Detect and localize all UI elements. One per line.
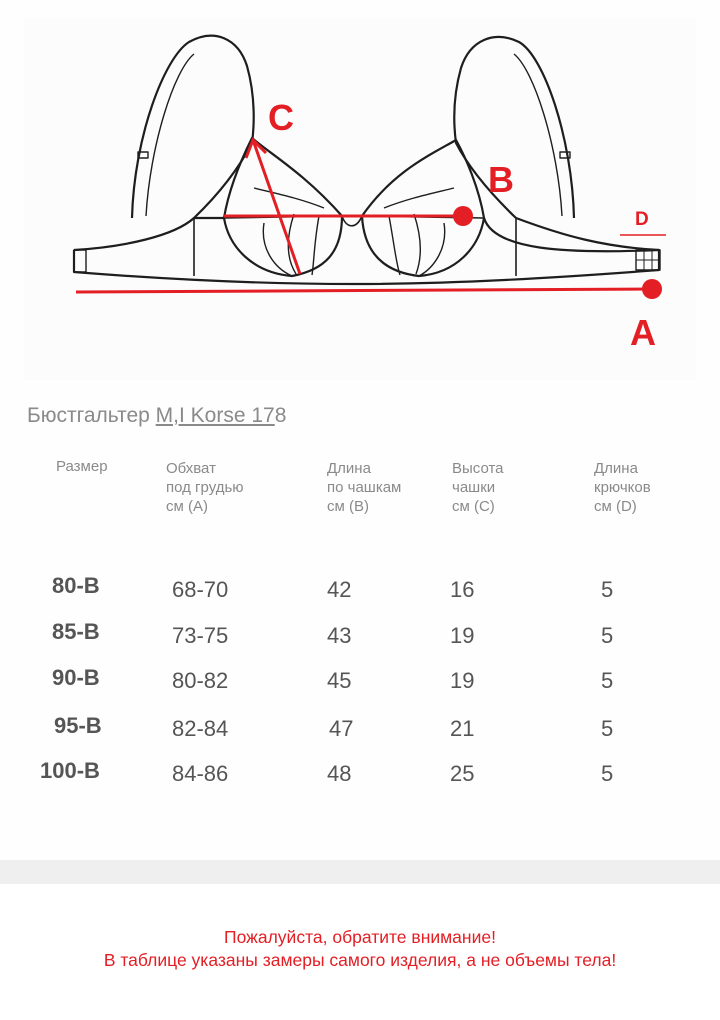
row-1-underbust: 68-70 <box>172 577 229 602</box>
row-1-cups-length: 42 <box>327 577 352 602</box>
measure-c-line <box>253 140 300 274</box>
row-3-hooks-length: 5 <box>601 668 614 693</box>
row-3-cup-height: 19 <box>450 668 475 693</box>
header-size: Размер <box>56 458 108 475</box>
notice-line-2: В таблице указаны замеры самого изделия, а не объемы тела! <box>103 950 617 970</box>
row-2-cup-height: 19 <box>450 623 475 648</box>
product-title-link[interactable]: M,I Korse 17 <box>155 404 275 427</box>
row-1-hooks-length: 5 <box>601 577 614 602</box>
notice-line-1: Пожалуйста, обратите внимание! <box>224 927 496 947</box>
section-divider <box>0 860 720 884</box>
label-a: A <box>630 312 656 353</box>
product-title-suffix: 8 <box>274 404 287 427</box>
row-2-cups-length: 43 <box>327 623 352 648</box>
bra-diagram-svg <box>24 18 696 380</box>
row-4-cups-length: 47 <box>329 716 354 741</box>
label-c: C <box>268 97 294 138</box>
row-2-underbust: 73-75 <box>172 623 229 648</box>
row-5-size: 100-В <box>40 758 100 783</box>
header-cup-height: Высота чашки см (С) <box>452 460 504 515</box>
measure-a-dot <box>642 279 662 299</box>
measure-a-line <box>76 289 652 292</box>
label-d: D <box>635 209 649 230</box>
row-4-underbust: 82-84 <box>172 716 229 741</box>
bra-outline <box>74 36 660 284</box>
row-2-size: 85-В <box>52 619 100 644</box>
row-1-cup-height: 16 <box>450 577 475 602</box>
row-1-size: 80-В <box>52 573 100 598</box>
product-title-prefix: Бюстгальтер <box>27 404 156 427</box>
row-4-hooks-length: 5 <box>601 716 614 741</box>
row-2-hooks-length: 5 <box>601 623 614 648</box>
row-5-cups-length: 48 <box>327 761 352 786</box>
header-underbust: Обхват под грудью см (А) <box>166 460 244 515</box>
row-5-underbust: 84-86 <box>172 761 229 786</box>
row-4-cup-height: 21 <box>450 716 475 741</box>
row-4-size: 95-В <box>54 713 102 738</box>
measurement-notice <box>0 926 720 972</box>
row-3-size: 90-В <box>52 665 100 690</box>
label-b: B <box>488 159 514 200</box>
bra-measurement-diagram <box>24 18 696 380</box>
header-hooks-length: Длина крючков см (D) <box>594 460 651 515</box>
row-5-cup-height: 25 <box>450 761 475 786</box>
row-3-underbust: 80-82 <box>172 668 229 693</box>
row-5-hooks-length: 5 <box>601 761 614 786</box>
product-title <box>27 404 286 428</box>
header-cups-length: Длина по чашкам см (В) <box>327 460 402 515</box>
row-3-cups-length: 45 <box>327 668 352 693</box>
measure-b-dot <box>453 206 473 226</box>
